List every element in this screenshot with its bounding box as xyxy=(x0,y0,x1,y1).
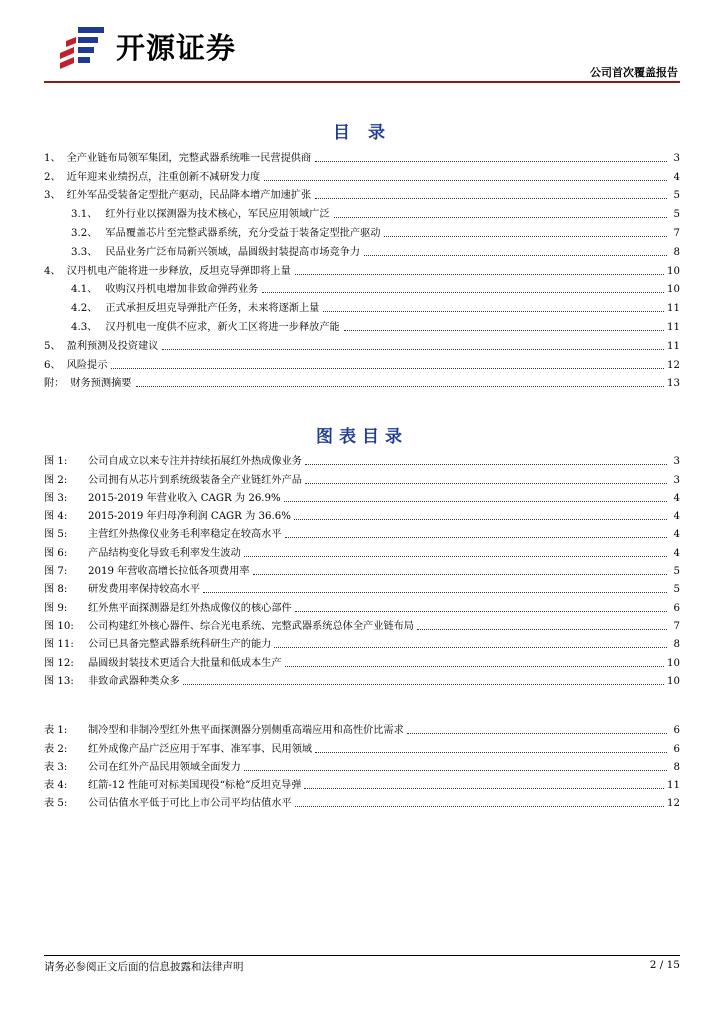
toc-entry[interactable] xyxy=(44,315,680,334)
figure-entry-title: 主营红外热像仪业务毛利率稳定在较高水平 xyxy=(88,529,282,541)
toc-leader-dots xyxy=(417,629,667,630)
toc-entry-title: 盈利预测及投资建议 xyxy=(66,340,159,352)
figure-entry[interactable] xyxy=(44,670,680,688)
toc-leader-dots xyxy=(315,752,667,753)
figure-entry-label: 图 11: xyxy=(44,639,74,651)
toc-entry-number: 4.3、 xyxy=(71,321,98,333)
toc-leader-dots xyxy=(364,255,667,256)
toc-entry-title: 汉丹机电一度供不应求，新火工区将进一步释放产能 xyxy=(105,321,340,333)
figure-entry-label: 图 5: xyxy=(44,529,68,541)
toc-leader-dots xyxy=(315,198,667,199)
toc-leader-dots xyxy=(111,368,664,369)
table-entry-label: 表 2: xyxy=(44,743,68,755)
toc-leader-dots xyxy=(323,311,664,312)
toc-leader-dots xyxy=(285,537,667,538)
figure-entry-page: 3 xyxy=(673,474,680,486)
toc-leader-dots xyxy=(295,611,667,612)
figure-entry-page: 6 xyxy=(673,602,680,614)
toc-entry-title: 财务预测摘要 xyxy=(70,378,132,390)
toc-entry-number: 3.3、 xyxy=(71,246,98,258)
toc-entry-number: 4、 xyxy=(44,265,61,277)
figure-entry-page: 5 xyxy=(673,584,680,596)
toc-entry[interactable] xyxy=(44,296,680,315)
toc-leader-dots xyxy=(295,274,664,275)
table-entry-page: 6 xyxy=(673,743,680,755)
figure-entry-title: 2019 年营收高增长拉低各项费用率 xyxy=(88,566,250,578)
toc-leader-dots xyxy=(262,292,664,293)
figure-entry-label: 图 9: xyxy=(44,602,68,614)
toc-entry[interactable] xyxy=(44,353,680,372)
toc-entry-page: 7 xyxy=(673,227,680,239)
figure-entry-label: 图 2: xyxy=(44,474,68,486)
toc-leader-dots xyxy=(285,666,664,667)
toc-leader-dots xyxy=(253,574,667,575)
table-entry-title: 公司估值水平低于可比上市公司平均估值水平 xyxy=(88,798,292,810)
toc-entry-title: 风险提示 xyxy=(66,359,108,371)
toc-entry-number: 4.1、 xyxy=(71,284,98,296)
figure-entry[interactable] xyxy=(44,596,680,614)
figure-entry-label: 图 12: xyxy=(44,657,74,669)
table-entry-label: 表 5: xyxy=(44,798,68,810)
figure-entry[interactable] xyxy=(44,560,680,578)
toc-entry-title: 红外行业以探测器为技术核心，军民应用领域广泛 xyxy=(105,209,330,221)
figure-entry-page: 4 xyxy=(673,547,680,559)
toc-entry-title: 收购汉丹机电增加非致命弹药业务 xyxy=(105,284,259,296)
toc-entry-page: 13 xyxy=(667,378,680,390)
figure-entry-label: 图 10: xyxy=(44,620,74,632)
table-entry-title: 制冷型和非制冷型红外焦平面探测器分别侧重高端应用和高性价比需求 xyxy=(88,725,404,737)
toc-entry-title: 汉丹机电产能将进一步释放，反坦克导弹即将上量 xyxy=(66,265,291,277)
figure-entry-label: 图 1: xyxy=(44,456,68,468)
toc-leader-dots xyxy=(136,386,665,387)
toc-entry-title: 军品覆盖芯片至完整武器系统，充分受益于装备定型批产驱动 xyxy=(105,227,381,239)
toc-entry[interactable] xyxy=(44,240,680,259)
toc-leader-dots xyxy=(162,349,664,350)
figure-entry-page: 7 xyxy=(673,620,680,632)
toc-entry-title: 正式承担反坦克导弹批产任务，未来将逐渐上量 xyxy=(105,303,320,315)
table-entry-label: 表 3: xyxy=(44,761,68,773)
figure-entry[interactable] xyxy=(44,578,680,596)
figure-entry[interactable] xyxy=(44,615,680,633)
figure-entry-title: 非致命武器种类众多 xyxy=(88,675,180,687)
figure-entry-page: 10 xyxy=(667,657,680,669)
table-entry[interactable] xyxy=(44,774,680,792)
figure-entry-page: 4 xyxy=(673,529,680,541)
page-number: 2 / 15 xyxy=(649,959,680,971)
figure-entry[interactable] xyxy=(44,468,680,486)
figure-entry-label: 图 7: xyxy=(44,566,68,578)
table-entry-title: 公司在红外产品民用领域全面发力 xyxy=(88,761,241,773)
toc-entry-page: 5 xyxy=(673,190,680,202)
toc-entry-page: 11 xyxy=(667,340,680,352)
toc-entry-title: 民品业务广泛布局新兴领域，晶圆级封装提高市场竞争力 xyxy=(105,246,361,258)
figure-entry-title: 产品结构变化导致毛利率发生波动 xyxy=(88,547,241,559)
figure-entry-page: 4 xyxy=(673,511,680,523)
toc-entry-number: 1、 xyxy=(44,152,61,164)
header-divider xyxy=(44,81,680,83)
toc-entry-number: 6、 xyxy=(44,359,61,371)
toc-entry-number: 3.1、 xyxy=(71,209,98,221)
toc-leader-dots xyxy=(294,519,667,520)
figure-entry[interactable] xyxy=(44,633,680,651)
toc-entry-page: 10 xyxy=(667,284,680,296)
figure-entry-title: 公司已具备完整武器系统科研生产的能力 xyxy=(88,639,272,651)
toc-list xyxy=(44,146,680,390)
figure-entry[interactable] xyxy=(44,523,680,541)
toc-leader-dots xyxy=(304,788,664,789)
figure-entry[interactable] xyxy=(44,651,680,669)
footer-disclaimer: 请务必参阅正文后面的信息披露和法律声明 xyxy=(44,961,244,973)
toc-leader-dots xyxy=(334,217,667,218)
figure-entry[interactable] xyxy=(44,541,680,559)
toc-entry-number: 3、 xyxy=(44,190,61,202)
toc-leader-dots xyxy=(305,483,667,484)
toc-entry-page: 10 xyxy=(667,265,680,277)
table-entry-title: 红箭-12 性能可对标美国现役“标枪”反坦克导弹 xyxy=(88,780,302,792)
figure-entry-title: 2015-2019 年归母净利润 CAGR 为 36.6% xyxy=(88,511,291,523)
table-entry-label: 表 1: xyxy=(44,725,68,737)
toc-leader-dots xyxy=(244,556,667,557)
toc-leader-dots xyxy=(344,330,664,331)
toc-entry-title: 近年迎来业绩拐点，注重创新不减研发力度 xyxy=(66,171,261,183)
figure-entry-title: 公司自成立以来专注并持续拓展红外热成像业务 xyxy=(88,456,302,468)
toc-leader-dots xyxy=(274,647,667,648)
toc-entry-title: 红外军品受装备定型批产驱动，民品降本增产加速扩张 xyxy=(66,190,312,202)
brand-logo xyxy=(56,22,286,70)
toc-leader-dots xyxy=(305,464,667,465)
table-entry[interactable] xyxy=(44,719,680,737)
toc-entry[interactable] xyxy=(44,221,680,240)
toc-title: 目 录 xyxy=(333,123,391,143)
toc-entry-number: 3.2、 xyxy=(71,227,98,239)
figure-entry-label: 图 13: xyxy=(44,675,74,687)
table-entry-page: 6 xyxy=(673,725,680,737)
figure-entry-page: 3 xyxy=(673,456,680,468)
figure-entry-page: 5 xyxy=(673,566,680,578)
toc-entry[interactable] xyxy=(44,372,680,391)
toc-entry[interactable] xyxy=(44,278,680,297)
toc-leader-dots xyxy=(384,236,667,237)
figure-entry[interactable] xyxy=(44,450,680,468)
table-entry[interactable] xyxy=(44,756,680,774)
figure-entry[interactable] xyxy=(44,487,680,505)
toc-entry-title: 全产业链布局领军集团，完整武器系统唯一民营提供商 xyxy=(66,152,312,164)
report-type-label: 公司首次覆盖报告 xyxy=(590,66,678,79)
figure-entry[interactable] xyxy=(44,505,680,523)
toc-leader-dots xyxy=(295,806,664,807)
table-entry[interactable] xyxy=(44,792,680,810)
figure-entry-page: 10 xyxy=(667,675,680,687)
figure-entry-title: 公司构建红外核心器件、综合光电系统、完整武器系统总体全产业链布局 xyxy=(88,620,414,632)
figure-entry-title: 研发费用率保持较高水平 xyxy=(88,584,201,596)
table-entry-page: 12 xyxy=(667,798,680,810)
toc-entry-page: 4 xyxy=(673,171,680,183)
figure-entry-title: 2015-2019 年营业收入 CAGR 为 26.9% xyxy=(88,492,281,504)
toc-leader-dots xyxy=(315,161,667,162)
figure-entry-page: 8 xyxy=(673,639,680,651)
figure-entry-label: 图 6: xyxy=(44,547,68,559)
figure-entry-title: 公司拥有从芯片到系统级装备全产业链红外产品 xyxy=(88,474,302,486)
toc-entry-number: 5、 xyxy=(44,340,61,352)
toc-leader-dots xyxy=(407,733,667,734)
figure-entry-label: 图 3: xyxy=(44,492,68,504)
figure-entry-label: 图 8: xyxy=(44,584,68,596)
footer-divider xyxy=(44,955,680,956)
toc-entry-number: 4.2、 xyxy=(71,303,98,315)
figure-entry-title: 晶圆级封装技术更适合大批量和低成本生产 xyxy=(88,657,282,669)
figure-list-title: 图表目录 xyxy=(316,427,408,447)
page-header xyxy=(0,0,724,90)
table-list xyxy=(44,719,680,810)
toc-leader-dots xyxy=(203,592,667,593)
brand-name: 开源证券 xyxy=(116,30,237,65)
toc-entry[interactable] xyxy=(44,202,680,221)
toc-entry-number: 附： xyxy=(44,378,65,390)
table-entry[interactable] xyxy=(44,737,680,755)
toc-entry-page: 3 xyxy=(673,152,680,164)
toc-entry-page: 11 xyxy=(667,303,680,315)
toc-entry-page: 12 xyxy=(667,359,680,371)
toc-entry[interactable] xyxy=(44,334,680,353)
brand-logo-icon xyxy=(56,23,108,69)
toc-entry[interactable] xyxy=(44,184,680,203)
toc-entry[interactable] xyxy=(44,146,680,165)
toc-leader-dots xyxy=(183,684,664,685)
figure-list xyxy=(44,450,680,688)
toc-entry-page: 8 xyxy=(673,246,680,258)
table-entry-title: 红外成像产品广泛应用于军事、准军事、民用领域 xyxy=(88,743,313,755)
toc-leader-dots xyxy=(284,501,667,502)
toc-entry[interactable] xyxy=(44,259,680,278)
toc-entry-page: 11 xyxy=(667,321,680,333)
figure-entry-label: 图 4: xyxy=(44,511,68,523)
figure-entry-page: 4 xyxy=(673,492,680,504)
figure-entry-title: 红外焦平面探测器是红外热成像仪的核心部件 xyxy=(88,602,292,614)
toc-entry[interactable] xyxy=(44,165,680,184)
toc-entry-number: 2、 xyxy=(44,171,61,183)
toc-leader-dots xyxy=(244,770,667,771)
table-entry-label: 表 4: xyxy=(44,780,68,792)
table-entry-page: 11 xyxy=(667,780,680,792)
toc-entry-page: 5 xyxy=(673,209,680,221)
toc-leader-dots xyxy=(264,180,667,181)
table-entry-page: 8 xyxy=(673,761,680,773)
